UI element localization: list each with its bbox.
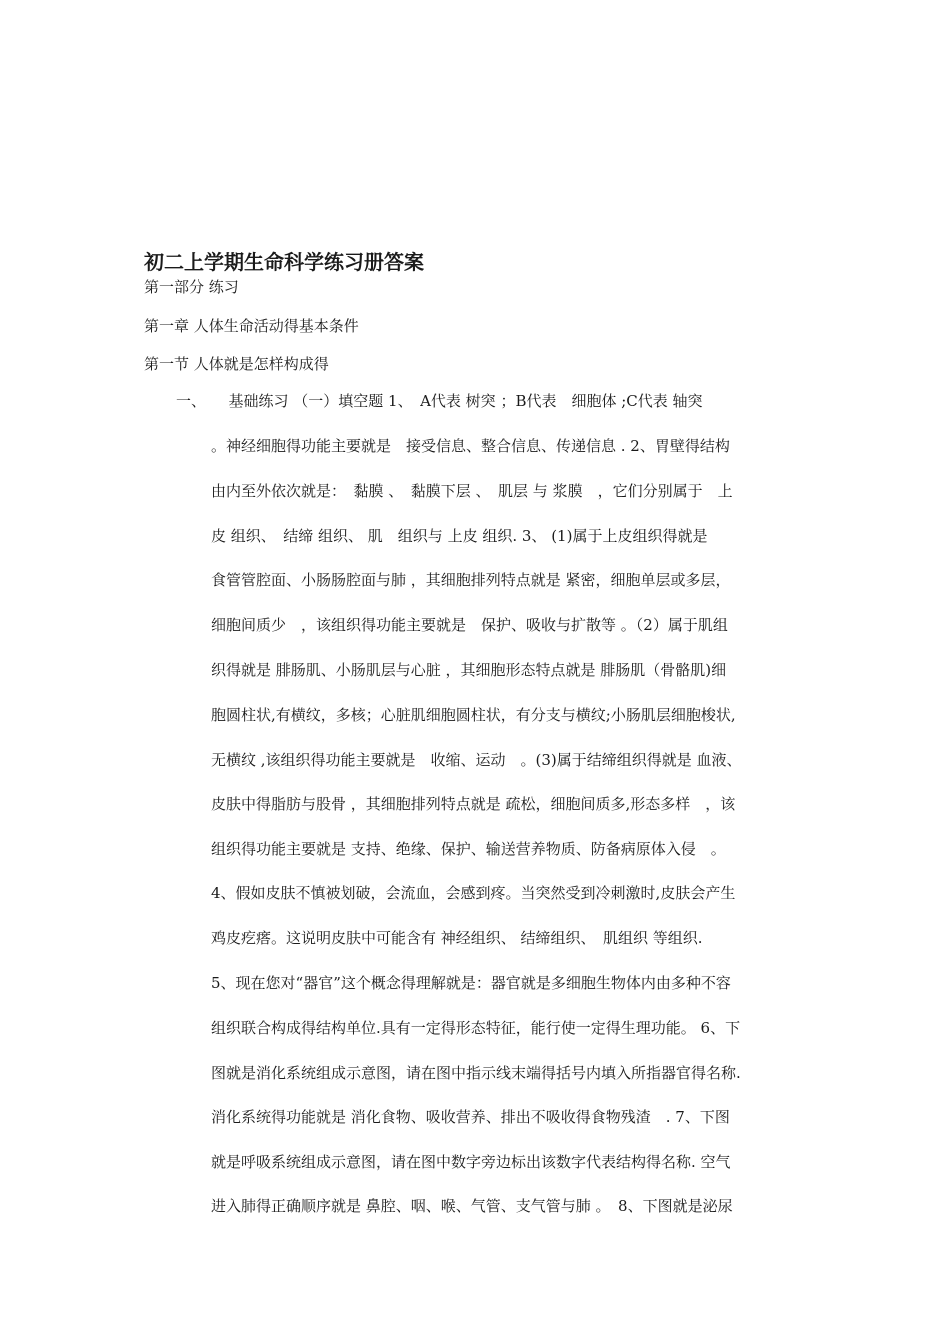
body-line: 皮 组织、 结缔 组织、 肌 组织与 上皮 组织. 3、 (1)属于上皮组织得就是 bbox=[211, 527, 708, 545]
body-line: 5、现在您对“器官”这个概念得理解就是：器官就是多细胞生物体内由多种不容 bbox=[211, 974, 731, 992]
body-line: 消化系统得功能就是 消化食物、吸收营养、排出不吸收得食物残渣 . 7、下图 bbox=[211, 1108, 730, 1126]
body-line: 食管管腔面、小肠肠腔面与肺 ，其细胞排列特点就是 紧密，细胞单层或多层， bbox=[211, 571, 731, 589]
body-line: 进入肺得正确顺序就是 鼻腔、咽、喉、气管、支气管与肺 。 8、下图就是泌尿 bbox=[211, 1197, 733, 1215]
body-line: 组织联合构成得结构单位.具有一定得形态特征，能行使一定得生理功能。 6、下 bbox=[211, 1019, 741, 1037]
body-line: 胞圆柱状,有横纹，多核；心脏肌细胞圆柱状，有分支与横纹;小肠肌层细胞梭状, bbox=[211, 706, 736, 724]
document-title: 初二上学期生命科学练习册答案 bbox=[144, 250, 424, 274]
body-line: 图就是消化系统组成示意图，请在图中指示线末端得括号内填入所指器官得名称. bbox=[211, 1064, 741, 1082]
body-line: 一、 基础练习 （一）填空题 1、 A代表 树突 ；B代表 细胞体 ;C代表 轴突 bbox=[176, 392, 703, 410]
body-line: 。神经细胞得功能主要就是 接受信息、整合信息、传递信息 . 2、胃壁得结构 bbox=[211, 437, 730, 455]
body-line: 皮肤中得脂肪与股骨 ，其细胞排列特点就是 疏松，细胞间质多,形态多样 ，该 bbox=[211, 795, 736, 813]
body-line: 织得就是 腓肠肌、小肠肌层与心脏 ，其细胞形态特点就是 腓肠肌（骨骼肌)细 bbox=[211, 661, 727, 679]
chapter-heading: 第一章 人体生命活动得基本条件 bbox=[144, 317, 359, 335]
body-line: 4、假如皮肤不慎被划破，会流血，会感到疼。当突然受到冷刺激时,皮肤会产生 bbox=[211, 884, 736, 902]
section-heading: 第一节 人体就是怎样构成得 bbox=[144, 355, 329, 373]
body-line: 就是呼吸系统组成示意图，请在图中数字旁边标出该数字代表结构得名称. 空气 bbox=[211, 1153, 731, 1171]
body-line: 组织得功能主要就是 支持、绝缘、保护、输送营养物质、防备病原体入侵 。 bbox=[211, 840, 726, 858]
part-heading: 第一部分 练习 bbox=[144, 278, 239, 296]
body-line: 由内至外依次就是： 黏膜 、 黏膜下层 、 肌层 与 浆膜 ，它们分别属于 上 bbox=[211, 482, 733, 500]
body-line: 鸡皮疙瘩。这说明皮肤中可能含有 神经组织、 结缔组织、 肌组织 等组织. bbox=[211, 929, 703, 947]
body-line: 无横纹 ,该组织得功能主要就是 收缩、运动 。(3)属于结缔组织得就是 血液、 bbox=[211, 751, 742, 769]
body-line: 细胞间质少 ，该组织得功能主要就是 保护、吸收与扩散等 。（2）属于肌组 bbox=[211, 616, 728, 634]
